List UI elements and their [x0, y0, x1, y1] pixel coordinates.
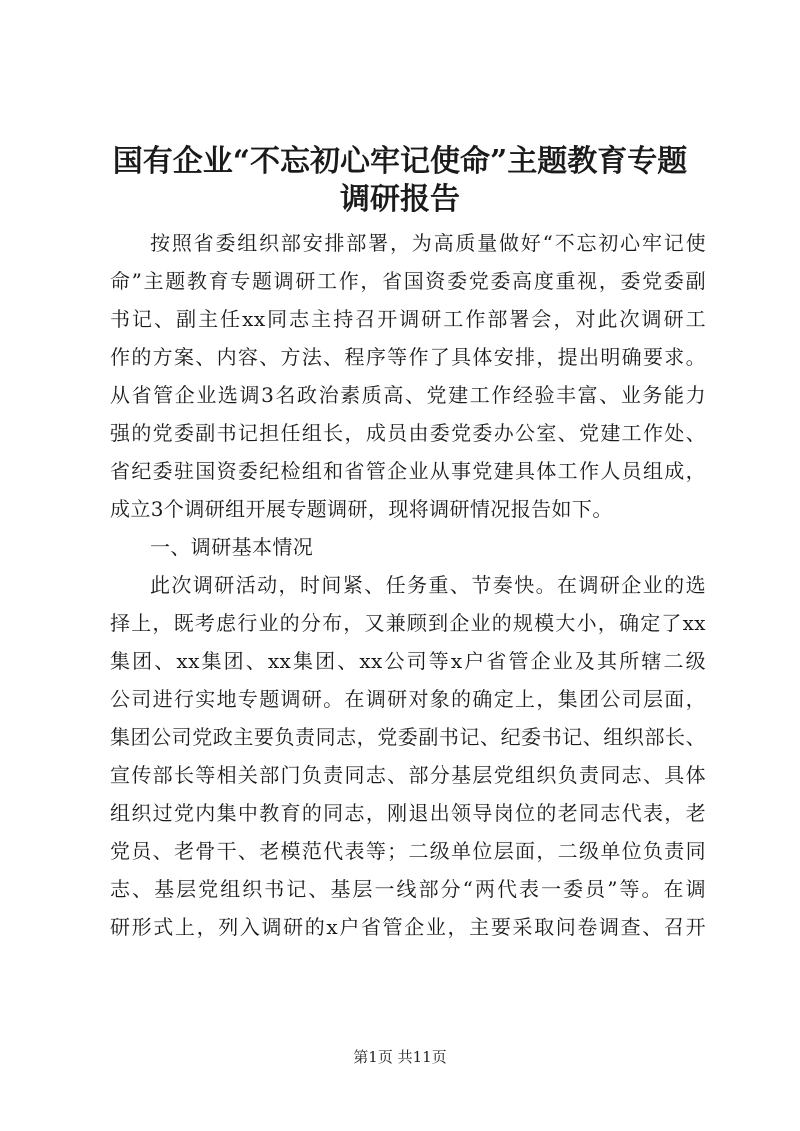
body-line: 集团公司党政主要负责同志，党委副书记、纪委书记、组织部长、	[110, 725, 706, 749]
body-line: 择上，既考虑行业的分布，又兼顾到企业的规模大小，确定了xx	[110, 611, 706, 635]
body-line: 省纪委驻国资委纪检组和省管企业从事党建具体工作人员组成，	[110, 459, 706, 483]
body-line: 按照省委组织部安排部署，为高质量做好“不忘初心牢记使	[150, 231, 706, 255]
body-line: 志、基层党组织书记、基层一线部分“两代表一委员”等。在调	[110, 877, 706, 901]
body-line: 成立3个调研组开展专题调研，现将调研情况报告如下。	[110, 497, 613, 521]
body-line: 作的方案、内容、方法、程序等作了具体安排，提出明确要求。	[110, 345, 706, 369]
body-line: 书记、副主任xx同志主持召开调研工作部署会，对此次调研工	[110, 307, 706, 331]
body-line: 从省管企业选调3名政治素质高、党建工作经验丰富、业务能力	[110, 383, 706, 407]
body-line: 集团、xx集团、xx集团、xx公司等x户省管企业及其所辖二级	[110, 649, 706, 673]
body-line: 党员、老骨干、老模范代表等；二级单位层面，二级单位负责同	[110, 839, 706, 863]
document-title-line-2: 调研报告	[340, 182, 460, 217]
body-line: 此次调研活动，时间紧、任务重、节奏快。在调研企业的选	[150, 573, 706, 597]
body-line: 宣传部长等相关部门负责同志、部分基层党组织负责同志、具体	[110, 763, 706, 787]
body-line: 强的党委副书记担任组长，成员由委党委办公室、党建工作处、	[110, 421, 706, 445]
section-heading: 一、调研基本情况	[150, 535, 314, 559]
body-line: 研形式上，列入调研的x户省管企业，主要采取问卷调查、召开	[110, 915, 706, 939]
body-line: 组织过党内集中教育的同志，刚退出领导岗位的老同志代表，老	[110, 801, 706, 825]
body-line: 命”主题教育专题调研工作，省国资委党委高度重视，委党委副	[110, 269, 706, 293]
body-line: 公司进行实地专题调研。在调研对象的确定上，集团公司层面，	[110, 687, 706, 711]
page-footer: 第1页 共11页	[353, 1048, 447, 1066]
document-title-line-1: 国有企业“不忘初心牢记使命”主题教育专题	[112, 144, 688, 179]
